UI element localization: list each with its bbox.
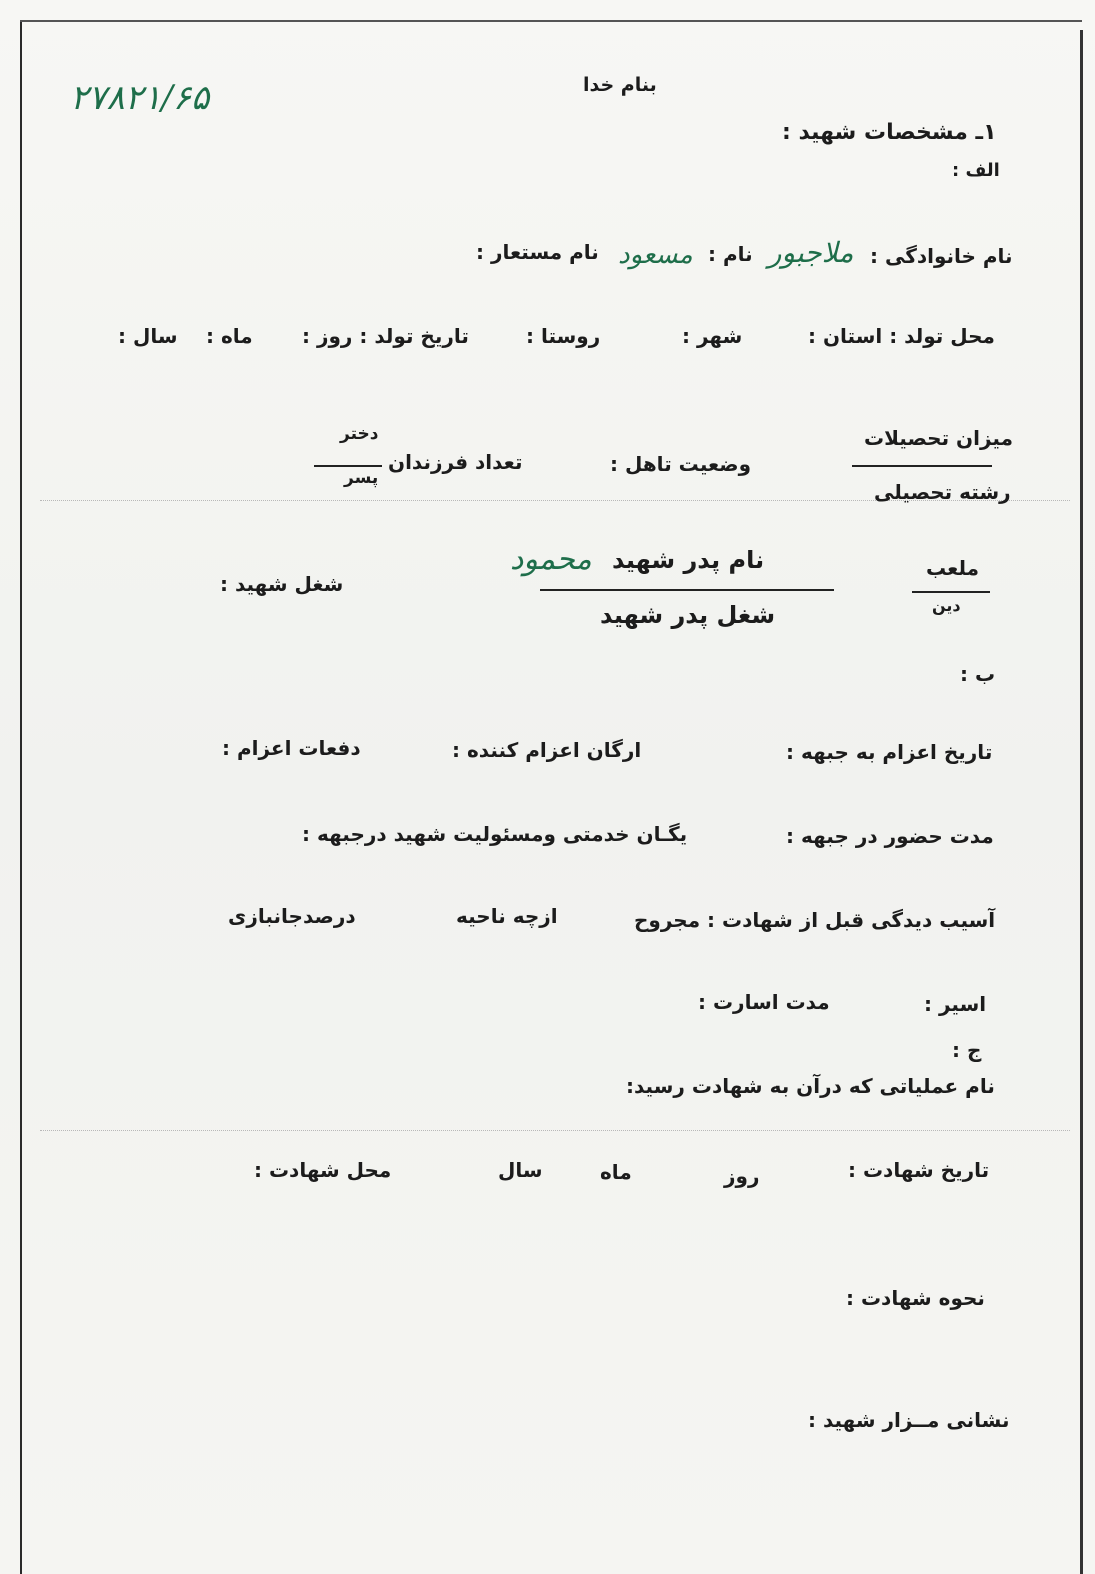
birth-month-label: ماه : <box>206 324 253 348</box>
son-label: پسر <box>344 468 379 488</box>
birth-year-label: سال : <box>118 324 178 348</box>
section1-title: ۱ـ مشخصات شهید : <box>782 120 997 145</box>
martyrdom-month-label: ماه <box>600 1160 632 1184</box>
education-rule <box>852 465 992 467</box>
city-label: شهر : <box>682 324 743 348</box>
family-name-label: نام خانوادگی : <box>870 244 1013 268</box>
grave-address-label: نشانی مــزار شهید : <box>808 1408 1010 1432</box>
scan-edge-top <box>20 20 1082 22</box>
file-number: ۲۷۸۲۱/۶۵ <box>70 78 210 118</box>
father-rule <box>540 589 834 591</box>
dispatch-count-label: دفعات اعزام : <box>222 736 361 760</box>
children-rule <box>314 465 382 467</box>
martyrdom-date-label: تاریخ شهادت : <box>848 1158 990 1182</box>
father-name-label: نام پدر شهید <box>612 546 765 574</box>
children-label: تعداد فرزندان <box>388 450 523 474</box>
martyrdom-manner-label: نحوه شهادت : <box>846 1286 985 1310</box>
family-name-value: ملاجبور <box>768 236 854 269</box>
first-name-value: مسعود <box>618 240 693 270</box>
martyrdom-day-label: روز <box>724 1164 760 1188</box>
injury-label: آسیب دیدگی قبل از شهادت : مجروح <box>634 908 996 932</box>
religion-label: دین <box>932 596 961 615</box>
captivity-duration-label: مدت اسارت : <box>698 990 830 1014</box>
basmala: بنام خدا <box>583 74 657 96</box>
village-label: روستا : <box>526 324 601 348</box>
father-job-label: شغل پدر شهید <box>600 601 776 629</box>
field-label: رشته تحصیلی <box>874 480 1011 504</box>
sect-label: ملعب <box>926 556 980 580</box>
scan-edge-right <box>1080 30 1083 1574</box>
alias-label: نام مستعار : <box>476 240 599 264</box>
education-label: میزان تحصیلات <box>864 426 1013 450</box>
part-a-label: الف : <box>952 160 1000 181</box>
birthdate-label: تاریخ تولد : روز : <box>302 324 469 348</box>
martyr-job-label: شغل شهید : <box>220 572 344 596</box>
front-duration-label: مدت حضور در جبهه : <box>786 824 994 848</box>
martyrdom-place-label: محل شهادت : <box>254 1158 392 1182</box>
part-b-label: ب : <box>960 662 996 686</box>
daughter-label: دختر <box>340 424 379 444</box>
dispatch-org-label: ارگان اعزام کننده : <box>452 738 642 762</box>
disability-label: درصدجانبازی <box>228 904 356 928</box>
martyrdom-year-label: سال <box>498 1158 543 1182</box>
unit-label: یگـان خدمتی ومسئولیت شهید درجبهه : <box>302 822 688 846</box>
first-name-label: نام : <box>708 242 753 266</box>
scan-artifact <box>40 1130 1070 1131</box>
injury-area-label: ازچه ناحیه <box>456 904 558 928</box>
captive-label: اسیر : <box>924 992 987 1016</box>
scan-edge-left <box>20 20 22 1574</box>
operation-label: نام عملیاتی که درآن به شهادت رسید: <box>626 1074 995 1098</box>
birthplace-label: محل تولد : استان : <box>808 324 995 348</box>
dispatch-date-label: تاریخ اعزام به جبهه : <box>786 740 993 764</box>
father-name-value: محمود <box>510 542 592 577</box>
part-c-label: ج : <box>952 1038 982 1062</box>
sect-rule <box>912 591 990 593</box>
marital-label: وضعیت تاهل : <box>610 452 752 476</box>
